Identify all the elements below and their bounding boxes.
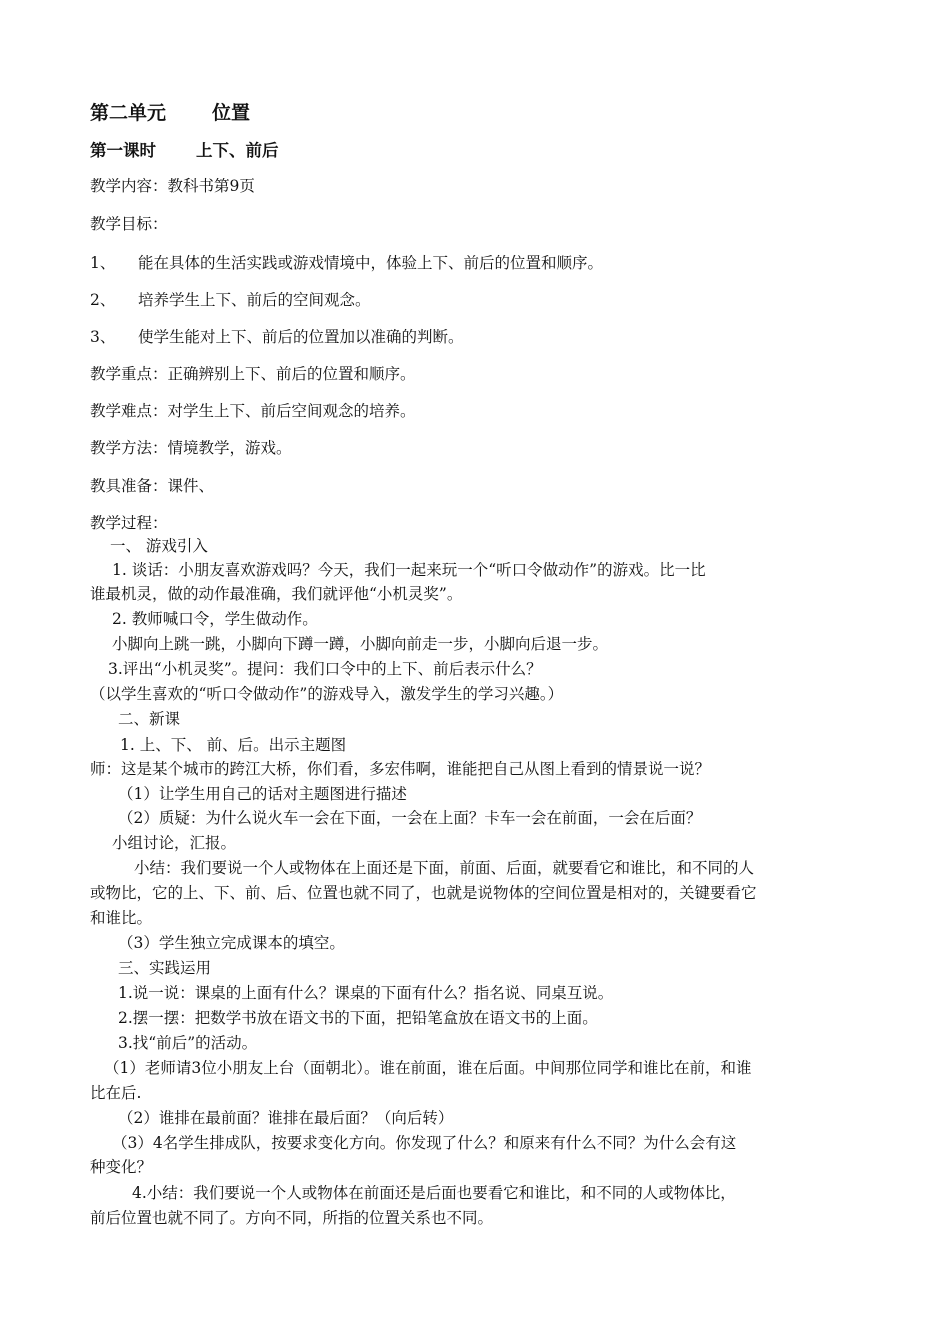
process-line: 小组讨论，汇报。	[112, 834, 237, 852]
process-line: 种变化？	[90, 1158, 153, 1176]
process-line: 一、 游戏引入	[110, 537, 208, 555]
process-line: 3.找“前后”的活动。	[118, 1034, 258, 1052]
goal-item	[90, 327, 870, 347]
teaching-content: 教学内容：教科书第9页	[90, 177, 255, 195]
goal-text: 能在具体的生活实践或游戏情境中，体验上下、前后的位置和顺序。	[138, 254, 604, 272]
process-line: 三、实践运用	[118, 959, 212, 977]
process-line: 1.说一说：课桌的上面有什么？课桌的下面有什么？指名说、同桌互说。	[118, 984, 614, 1002]
process-line: 2.摆一摆：把数学书放在语文书的下面，把铅笔盒放在语文书的上面。	[118, 1009, 598, 1027]
key-point: 教学重点：正确辨别上下、前后的位置和顺序。	[90, 365, 416, 383]
process-line: （2）谁排在最前面？谁排在最后面？（向后转）	[118, 1109, 454, 1127]
goal-text: 使学生能对上下、前后的位置加以准确的判断。	[138, 328, 464, 346]
goals-label: 教学目标：	[90, 215, 168, 233]
process-line: 1. 谈话：小朋友喜欢游戏吗？今天，我们一起来玩一个“听口令做动作”的游戏。比一比	[112, 561, 706, 579]
goal-item	[90, 290, 870, 310]
teaching-tools: 教具准备：课件、	[90, 477, 215, 495]
process-line: 二、新课	[118, 710, 181, 728]
process-line: （1）老师请3位小朋友上台（面朝北）。谁在前面，谁在后面。中间那位同学和谁比在前，和谁	[104, 1059, 752, 1077]
process-line: 小结：我们要说一个人或物体在上面还是下面，前面、后面，就要看它和谁比，和不同的人	[134, 859, 755, 877]
unit-title-topic: 位置	[212, 102, 251, 124]
goal-number: 2、	[90, 291, 116, 309]
process-line: 1. 上、下、 前、后。出示主题图	[120, 736, 347, 754]
process-line: （2）质疑：为什么说火车一会在下面，一会在上面？卡车一会在前面，一会在后面？	[118, 809, 702, 827]
process-line: （1）让学生用自己的话对主题图进行描述	[118, 785, 407, 803]
process-line: 师：这是某个城市的跨江大桥，你们看，多宏伟啊，谁能把自己从图上看到的情景说一说？	[90, 760, 711, 778]
goal-text: 培养学生上下、前后的空间观念。	[138, 291, 371, 309]
process-line: 3.评出“小机灵奖”。提问：我们口令中的上下、前后表示什么？	[108, 660, 542, 678]
process-line: 2. 教师喊口令，学生做动作。	[112, 610, 318, 628]
goal-item	[90, 253, 870, 273]
process-line: 小脚向上跳一跳，小脚向下蹲一蹲，小脚向前走一步，小脚向后退一步。	[112, 635, 609, 653]
goal-number: 1、	[90, 254, 116, 272]
teaching-method: 教学方法：情境教学，游戏。	[90, 439, 292, 457]
lesson-title	[90, 141, 870, 161]
lesson-title-topic: 上下、前后	[196, 141, 279, 160]
process-line: 或物比，它的上、下、前、后、位置也就不同了，也就是说物体的空间位置是相对的，关键要看它	[90, 884, 757, 902]
process-line: （以学生喜欢的“听口令做动作”的游戏导入，激发学生的学习兴趣。）	[90, 685, 564, 703]
goal-number: 3、	[90, 328, 116, 346]
lesson-title-number: 第一课时	[90, 141, 156, 160]
process-line: 前后位置也就不同了。方向不同，所指的位置关系也不同。	[90, 1209, 494, 1227]
process-line: 4.小结：我们要说一个人或物体在前面还是后面也要看它和谁比，和不同的人或物体比，	[132, 1184, 736, 1202]
process-line: （3）学生独立完成课本的填空。	[118, 934, 345, 952]
unit-title	[90, 103, 870, 123]
process-line: （3）4名学生排成队，按要求变化方向。你发现了什么？和原来有什么不同？为什么会有这	[112, 1134, 737, 1152]
difficulty: 教学难点：对学生上下、前后空间观念的培养。	[90, 402, 416, 420]
process-line: 和谁比。	[90, 909, 153, 927]
process-label: 教学过程：	[90, 514, 168, 532]
process-line: 比在后.	[90, 1084, 142, 1102]
process-line: 谁最机灵，做的动作最准确，我们就评他“小机灵奖”。	[90, 585, 463, 603]
unit-title-number: 第二单元	[90, 102, 167, 124]
